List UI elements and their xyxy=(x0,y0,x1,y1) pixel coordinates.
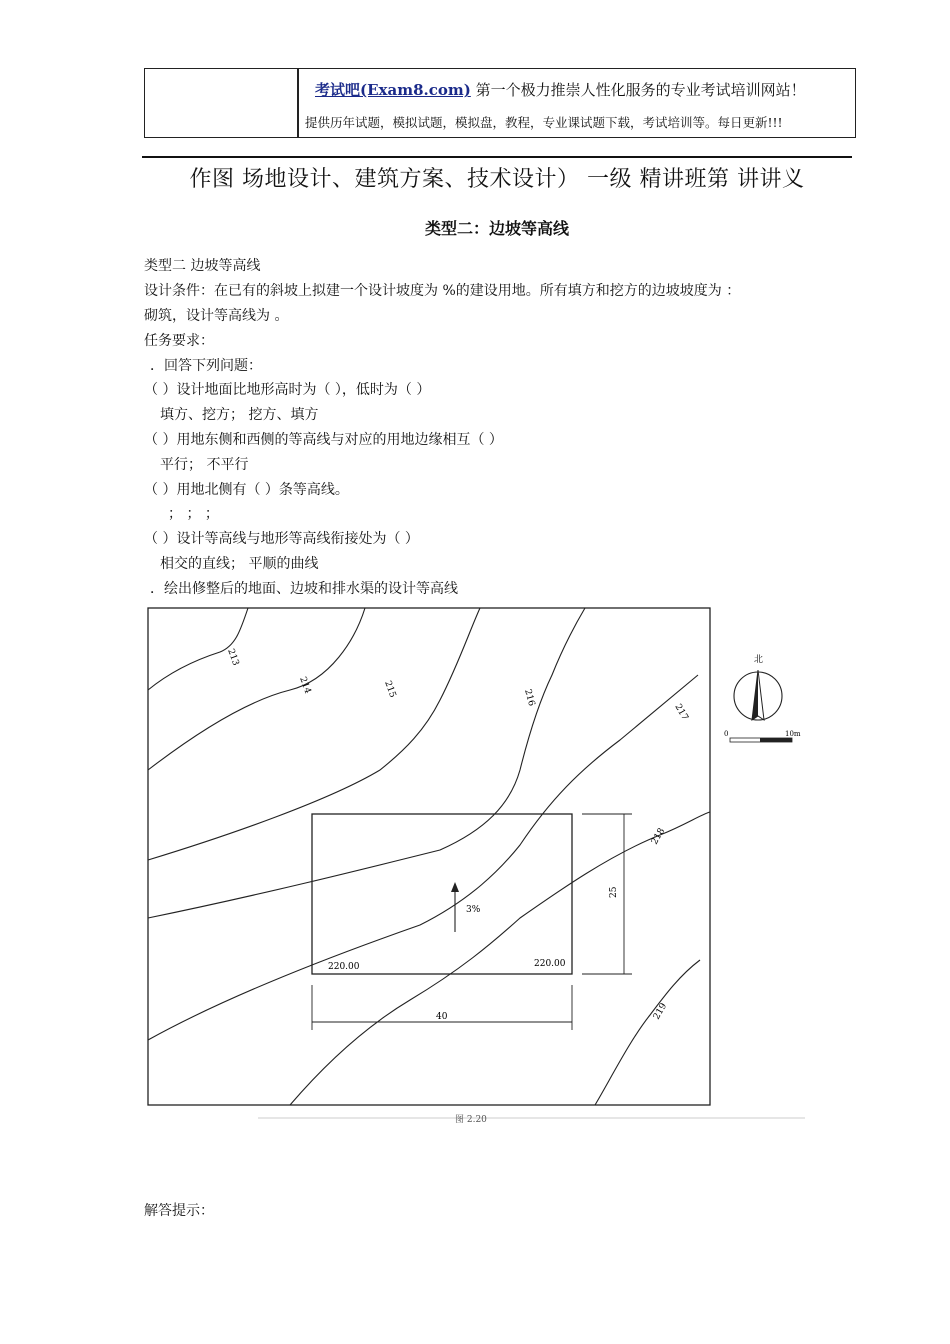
contour-line-214 xyxy=(148,608,365,770)
dim-width-label: 40 xyxy=(436,1012,448,1022)
contour-label: 216 xyxy=(522,688,537,708)
body-line: 类型二 边坡等高线 xyxy=(144,258,261,274)
north-label: 北 xyxy=(754,655,764,665)
body-line: （ ）设计地面比地形高时为（ ），低时为（ ） xyxy=(144,382,431,398)
contour-label: 213 xyxy=(225,647,241,668)
answer-hint: 解答提示： xyxy=(144,1203,214,1219)
contour-line-217 xyxy=(148,675,698,1040)
body-line: 填方、挖方； 挖方、填方 xyxy=(160,407,319,423)
scale-start: 0 xyxy=(724,730,729,738)
scale-end: 10m xyxy=(785,730,801,738)
slope-label: 3% xyxy=(466,905,481,915)
body-line: 砌筑，设计等高线为 。 xyxy=(144,308,289,324)
contour-label: 214 xyxy=(297,675,313,696)
body-line: 设计条件：在已有的斜坡上拟建一个设计坡度为 %的建设用地。所有填方和挖方的边坡坡度为 ： xyxy=(144,283,741,299)
body-line: （ ）用地东侧和西侧的等高线与对应的用地边缘相互（ ） xyxy=(144,432,503,448)
document-title: 作图 场地设计、建筑方案、技术设计） 一级 精讲班第 讲讲义 xyxy=(189,167,805,192)
body-line: 平行； 不平行 xyxy=(160,457,249,473)
scale-bar-fill xyxy=(760,738,792,742)
slope-arrow-head xyxy=(451,882,459,892)
elevation-left: 220.00 xyxy=(328,962,360,972)
body-line: ； ； ； xyxy=(168,506,219,522)
site-link[interactable]: 考试吧(Exam8.com) xyxy=(315,81,471,99)
body-line: ．绘出修整后的地面、边坡和排水渠的设计等高线 xyxy=(150,581,458,597)
header-divider xyxy=(297,69,299,137)
figure-caption: 图 2.20 xyxy=(455,1115,487,1125)
header-banner xyxy=(144,68,856,138)
body-line: 任务要求： xyxy=(144,333,214,349)
banner-line-1 xyxy=(315,79,806,100)
contour-line-218 xyxy=(290,812,710,1105)
site-boundary xyxy=(148,608,710,1105)
banner-tagline: 提供历年试题，模拟试题，模拟盘，教程，专业课试题下载，考试培训等。每日更新!!! xyxy=(305,115,783,130)
contour-label: 219 xyxy=(651,1001,670,1022)
elevation-right: 220.00 xyxy=(534,959,566,969)
contour-label: 218 xyxy=(649,826,668,847)
dim-height-label: 25 xyxy=(609,886,619,898)
contour-line-219 xyxy=(595,960,700,1105)
section-title: 类型二：边坡等高线 xyxy=(424,219,569,238)
body-line: 相交的直线； 平顺的曲线 xyxy=(160,556,319,572)
title-rule xyxy=(142,156,852,158)
contour-label: 217 xyxy=(672,702,690,723)
body-line: （ ）设计等高线与地形等高线衔接处为（ ） xyxy=(144,531,419,547)
contour-label: 215 xyxy=(382,679,398,700)
body-line: （ ）用地北侧有（ ）条等高线。 xyxy=(144,482,349,498)
banner-slogan: 第一个极力推崇人性化服务的专业考试培训网站！ xyxy=(470,81,806,99)
body-line: ．回答下列问题： xyxy=(150,358,262,374)
contour-plan-figure xyxy=(140,600,820,1130)
